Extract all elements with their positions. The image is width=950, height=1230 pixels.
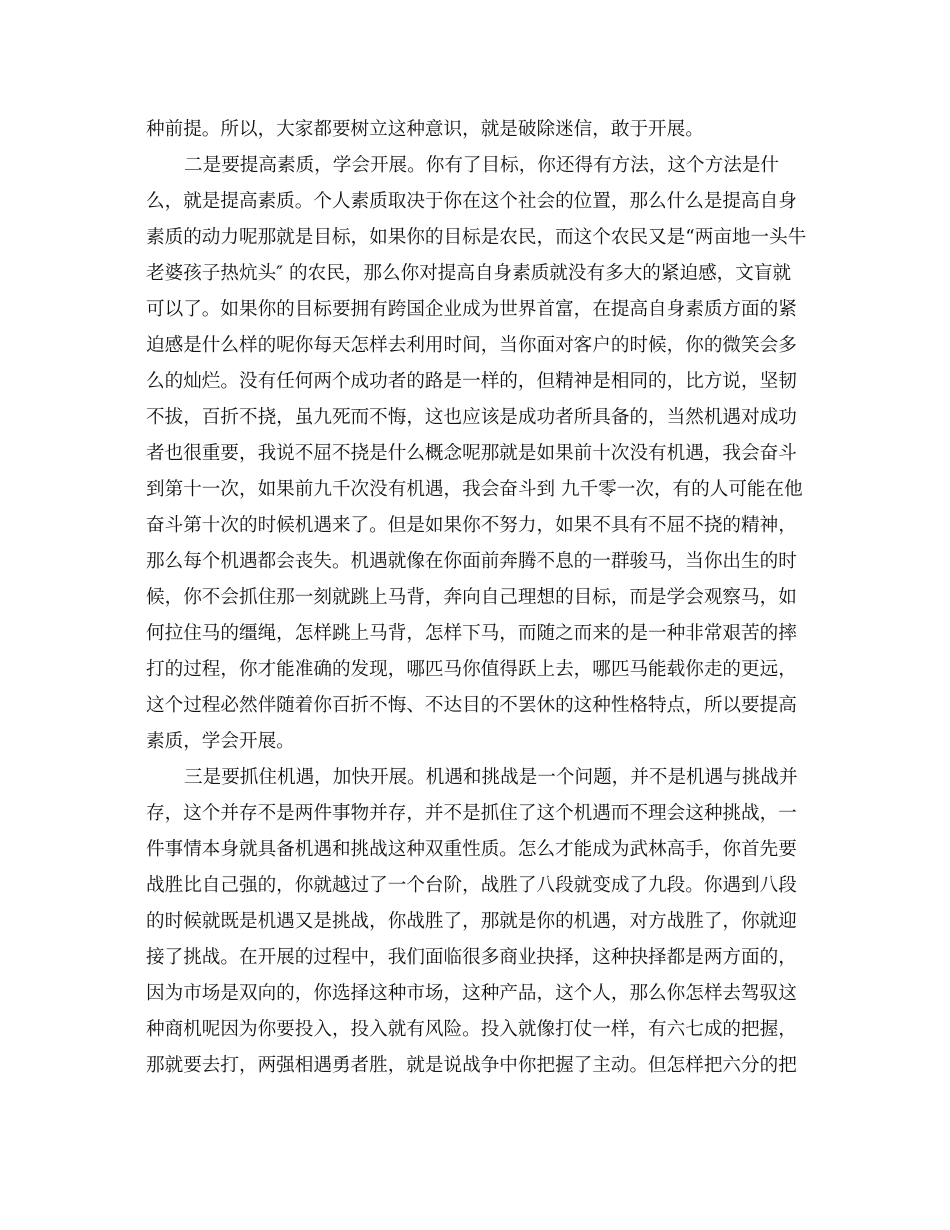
text-line: 这个过程必然伴随着你百折不悔、不达目的不罢休的这种性格特点，所以要提高 <box>146 695 797 716</box>
text-line: 何拉住马的缰绳，怎样跳上马背，怎样下马，而随之而来的是一种非常艰苦的摔 <box>146 623 797 644</box>
text-line: 素质，学会开展。 <box>146 731 295 752</box>
text-line: 可以了。如果你的目标要拥有跨国企业成为世界首富，在提高自身素质方面的紧 <box>146 299 797 320</box>
text-line: 存，这个并存不是两件事物并存，并不是抓住了这个机遇而不理会这种挑战，一 <box>146 803 797 824</box>
paragraph-start-line: 三是要抓住机遇，加快开展。机遇和挑战是一个问题，并不是机遇与挑战并 <box>184 767 798 788</box>
text-line: 种商机呢因为你要投入，投入就有风险。投入就像打仗一样，有六七成的把握， <box>146 1019 797 1040</box>
text-line: 因为市场是双向的，你选择这种市场，这种产品，这个人，那么你怎样去驾驭这 <box>146 983 797 1004</box>
text-line: 老婆孩子热炕头″ 的农民，那么你对提高自身素质就没有多大的紧迫感，文盲就 <box>146 263 792 284</box>
text-line: 那么每个机遇都会丧失。机遇就像在你面前奔腾不息的一群骏马，当你出生的时 <box>146 551 797 572</box>
text-line: 迫感是什么样的呢你每天怎样去利用时间，当你面对客户的时候，你的微笑会多 <box>146 335 797 356</box>
text-line: 的时候就既是机遇又是挑战，你战胜了，那就是你的机遇，对方战胜了，你就迎 <box>146 911 797 932</box>
text-line: 么的灿烂。没有任何两个成功者的路是一样的，但精神是相同的，比方说，坚韧 <box>146 371 797 392</box>
paragraph-start-line: 二是要提高素质，学会开展。你有了目标，你还得有方法，这个方法是什 <box>184 155 780 176</box>
text-line: 奋斗第十次的时候机遇来了。但是如果你不努力，如果不具有不屈不挠的精神， <box>146 515 797 536</box>
text-line: 候，你不会抓住那一刻就跳上马背，奔向自己理想的目标，而是学会观察马，如 <box>146 587 797 608</box>
text-line: 战胜比自己强的，你就越过了一个台阶，战胜了八段就变成了九段。你遇到八段 <box>146 875 797 896</box>
text-line: 接了挑战。在开展的过程中，我们面临很多商业抉择，这种抉择都是两方面的， <box>146 947 797 968</box>
text-line: 么，就是提高素质。个人素质取决于你在这个社会的位置，那么什么是提高自身 <box>146 191 797 212</box>
text-line: 种前提。所以，大家都要树立这种意识，就是破除迷信，敢于开展。 <box>146 119 704 140</box>
text-line: 那就要去打，两强相遇勇者胜，就是说战争中你把握了主动。但怎样把六分的把 <box>146 1055 797 1076</box>
text-line: 素质的动力呢那就是目标，如果你的目标是农民，而这个农民又是“两亩地一头牛 <box>146 227 807 248</box>
text-line: 不拔，百折不挠，虽九死而不悔，这也应该是成功者所具备的，当然机遇对成功 <box>146 407 797 428</box>
text-line: 件事情本身就具备机遇和挑战这种双重性质。怎么才能成为武林高手，你首先要 <box>146 839 797 860</box>
text-line: 到第十一次，如果前九千次没有机遇，我会奋斗到 九千零一次，有的人可能在他 <box>146 479 803 500</box>
text-line: 者也很重要，我说不屈不挠是什么概念呢那就是如果前十次没有机遇，我会奋斗 <box>146 443 797 464</box>
text-line: 打的过程，你才能准确的发现，哪匹马你值得跃上去，哪匹马能载你走的更远， <box>146 659 797 680</box>
